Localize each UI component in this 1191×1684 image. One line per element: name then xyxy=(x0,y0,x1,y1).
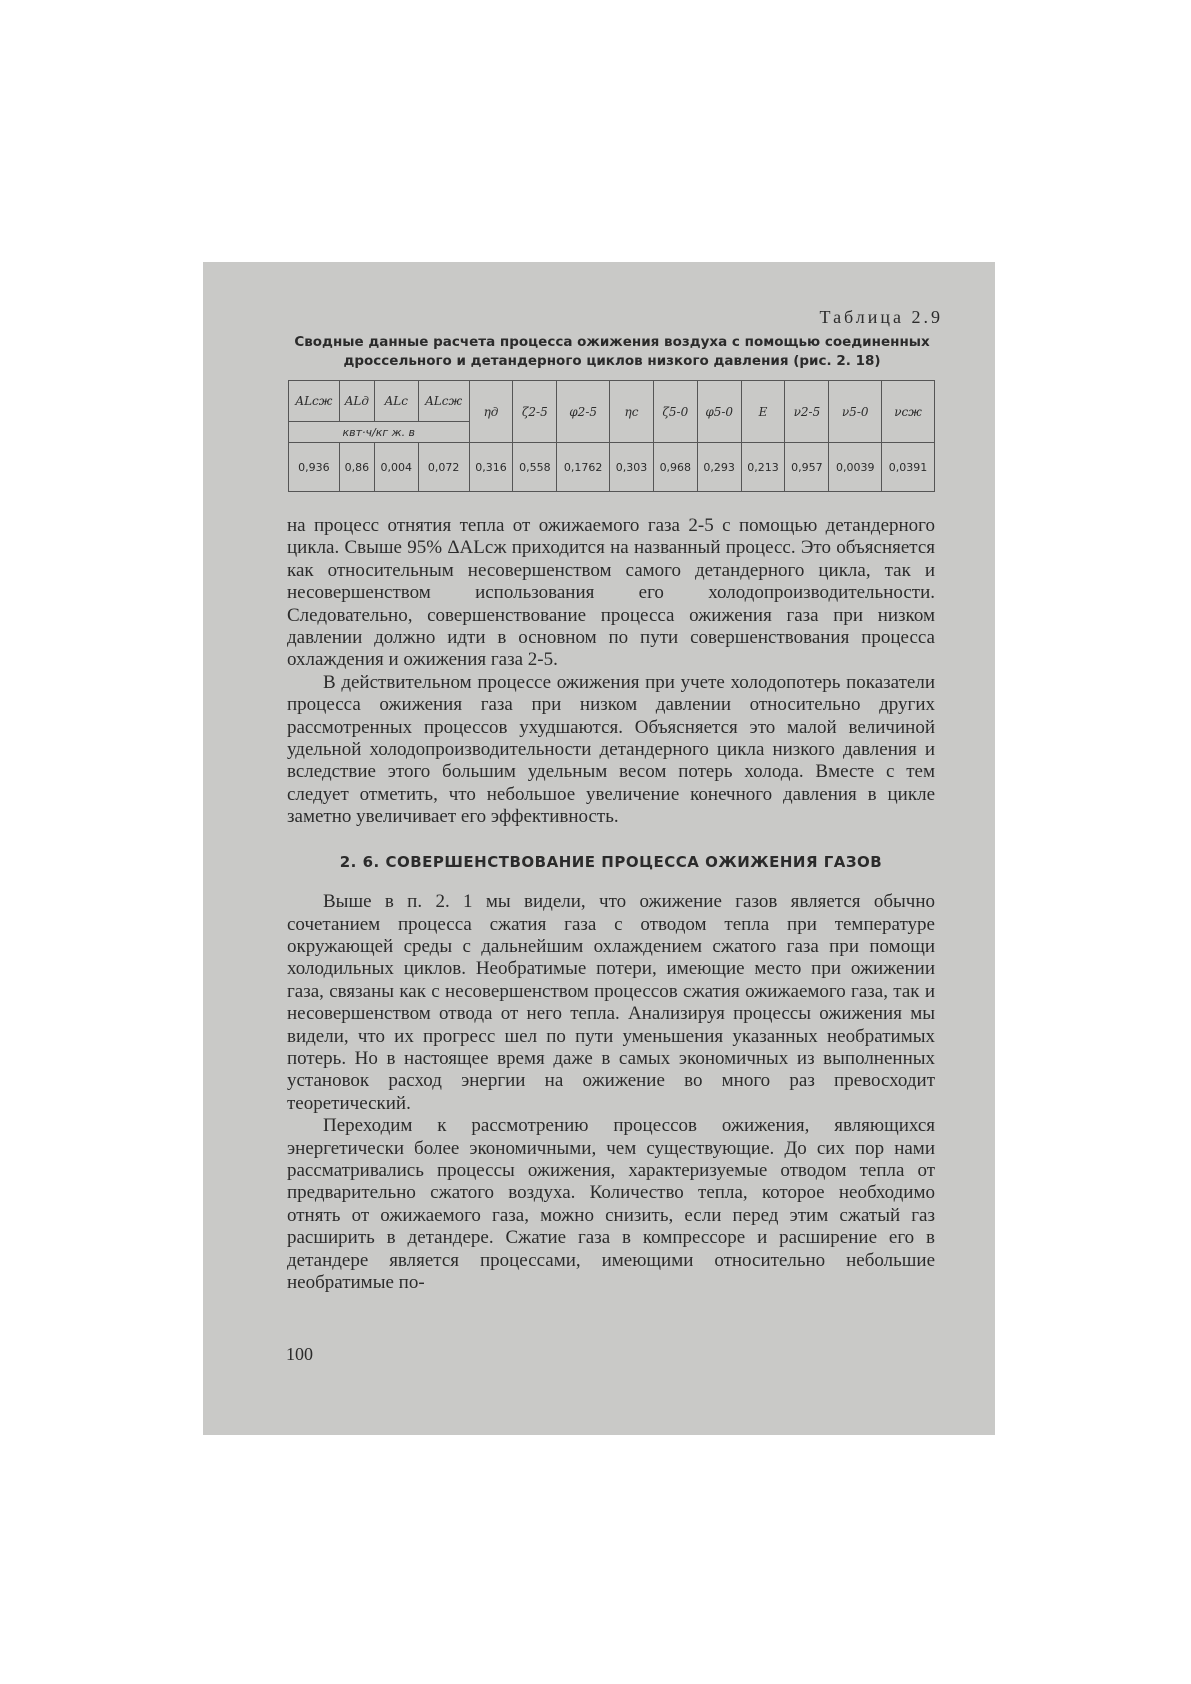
paragraph: Переходим к рассмотрению процессов ожижения, являющихся энергетически более экономичными, чем существующие. До сих пор нами рассматривались процессы ожижения, характеризуемые отводом тепла от предварительно сжатого воздуха. Количество тепла, которое необходимо отнять от ожижаемого газа, можно снизить, если перед этим сжатый газ расширить в детандере. Сжатие газа в компрессоре и расширение его в детандере является процессами, имеющими относительно небольшие необратимые по- xyxy=(287,1115,935,1293)
section-heading: 2. 6. СОВЕРШЕНСТВОВАНИЕ ПРОЦЕССА ОЖИЖЕНИЯ ГАЗОВ xyxy=(339,852,883,871)
value-cell: 0,213 xyxy=(741,443,785,492)
value-cell: 0,004 xyxy=(374,443,418,492)
value-cell: 0,86 xyxy=(339,443,374,492)
units-cell: квт·ч/кг ж. в xyxy=(289,422,470,443)
value-cell: 0,303 xyxy=(610,443,654,492)
header-cell: ALсж xyxy=(289,381,340,422)
paragraph: на процесс отнятия тепла от ожижаемого газа 2-5 с помощью детандерного цикла. Свыше 95% ΔALсж приходится на названный процесс. Это объясняется как относительным несовершенством самого детандерного цикла, так и несовершенством использования его холодопроизводительности. Следовательно, совершенствование процесса ожижения газа при низком давлении должно идти в основном по пути совершенствования процесса охлаждения и ожижения газа 2-5. xyxy=(287,515,935,671)
header-cell: ALд xyxy=(339,381,374,422)
value-cell: 0,293 xyxy=(697,443,741,492)
value-cell: 0,0391 xyxy=(882,443,935,492)
header-cell: ηс xyxy=(610,381,654,443)
header-cell: ζ5-0 xyxy=(653,381,697,443)
header-cell: ν5-0 xyxy=(829,381,882,443)
header-cell: φ5-0 xyxy=(697,381,741,443)
header-cell: E xyxy=(741,381,785,443)
value-cell: 0,558 xyxy=(513,443,557,492)
value-cell: 0,968 xyxy=(653,443,697,492)
table-caption: Сводные данные расчета процесса ожижения воздуха с помощью соединенных дроссельного и детандерного циклов низкого давления (рис. 2. 18) xyxy=(294,334,930,369)
header-cell: ηд xyxy=(469,381,513,443)
header-cell: ALсж xyxy=(418,381,469,422)
paragraph: Выше в п. 2. 1 мы видели, что ожижение газов является обычно сочетанием процесса сжатия газа с отводом тепла при температуре окружающей среды с дальнейшим охлаждением сжатого газа при помощи холодильных циклов. Необратимые потери, имеющие место при ожижении газа, связаны как с несовершенством процессов сжатия ожижаемого газа, так и несовершенством отвода от него тепла. Анализируя процессы ожижения мы видели, что их прогресс шел по пути уменьшения указанных необратимых потерь. Но в настоящее время даже в самых экономичных из выполненных установок расход энергии на ожижение во много раз превосходит теоретический. xyxy=(287,891,935,1114)
header-cell: ν2-5 xyxy=(785,381,829,443)
body-text xyxy=(287,515,935,1294)
header-cell: νсж xyxy=(882,381,935,443)
value-cell: 0,316 xyxy=(469,443,513,492)
value-cell: 0,957 xyxy=(785,443,829,492)
header-cell: ζ2-5 xyxy=(513,381,557,443)
value-cell: 0,072 xyxy=(418,443,469,492)
page-number: 100 xyxy=(286,1344,313,1364)
header-cell: ALс xyxy=(374,381,418,422)
header-cell: φ2-5 xyxy=(557,381,610,443)
value-cell: 0,0039 xyxy=(829,443,882,492)
value-cell: 0,1762 xyxy=(557,443,610,492)
table-label: Таблица 2.9 xyxy=(819,307,943,327)
data-table xyxy=(288,380,935,492)
paragraph: В действительном процессе ожижения при учете холодопотерь показатели процесса ожижения газа при низком давлении относительно других рассмотренных процессов ухудшаются. Объясняется это малой величиной удельной холодопроизводительности детандерного цикла низкого давления и вследствие этого большим удельным весом потерь холода. Вместе с тем следует отметить, что небольшое увеличение конечного давления в цикле заметно увеличивает его эффективность. xyxy=(287,671,935,828)
value-cell: 0,936 xyxy=(289,443,340,492)
